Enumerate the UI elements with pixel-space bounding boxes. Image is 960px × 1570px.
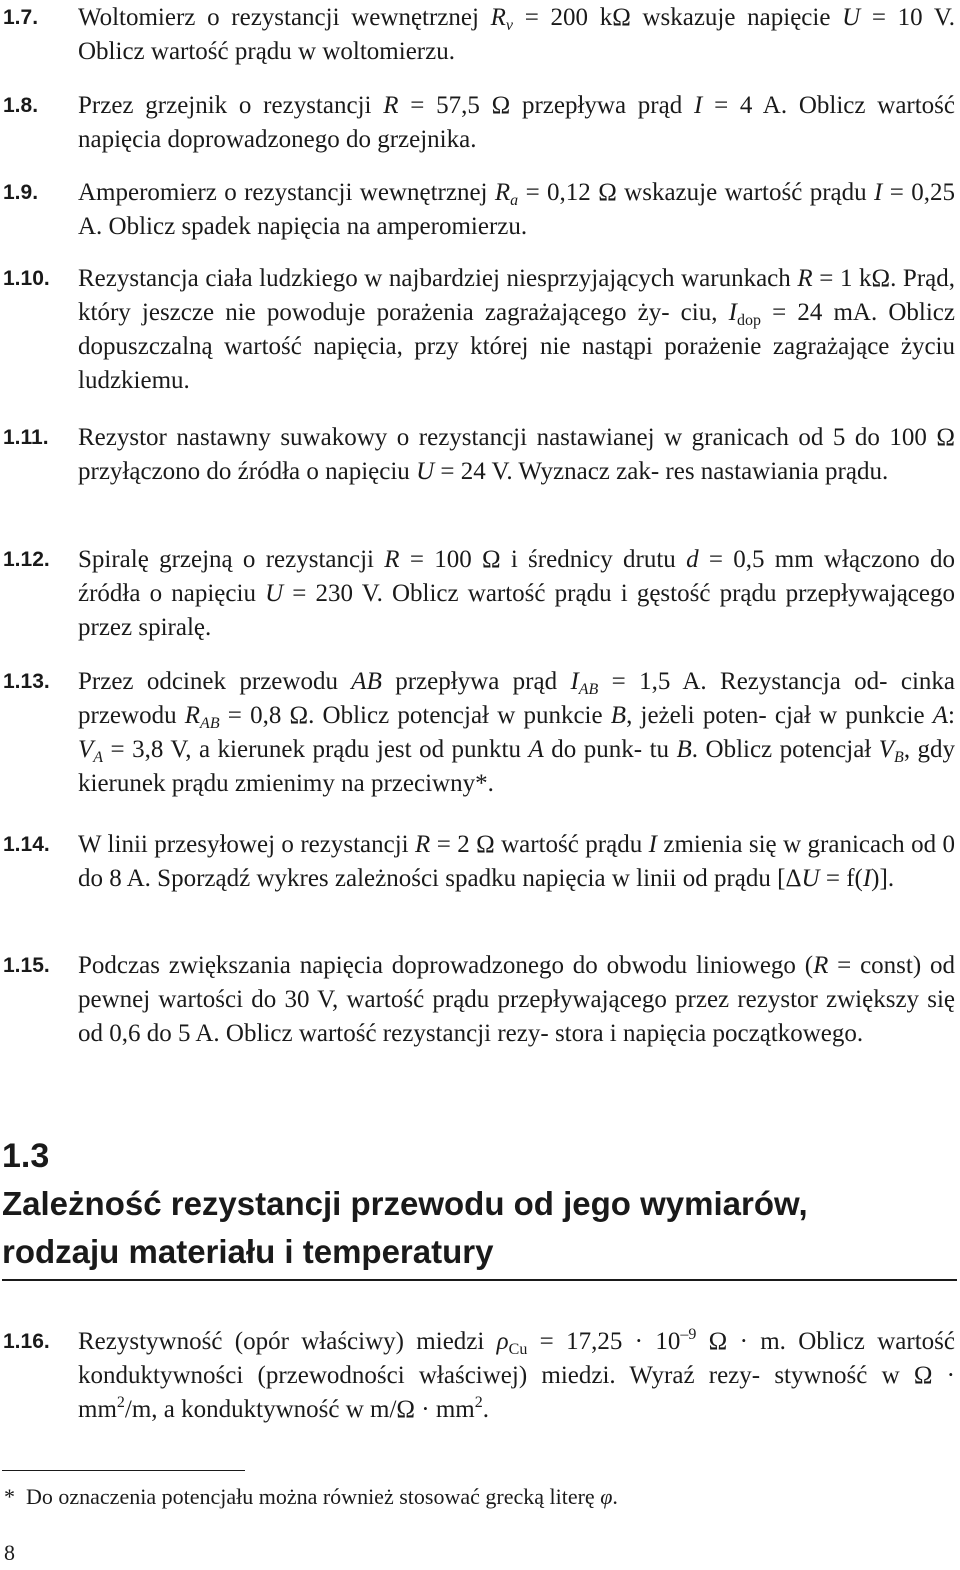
problem-number: 1.16. <box>3 1330 50 1353</box>
problem-text: Rezystancja ciała ludzkiego w najbardziej niesprzyjających warunkach R = 1 kΩ. Prąd, który jeszcze nie powoduje porażenia zagrażającego ży- ciu, $I_{dop} = 24$ mA. Oblicz dopuszczalną wartość napięcia, przy której nie nastąpi porażenie zagrażające życiu ludzkiemu. <box>78 265 956 394</box>
problem-number: 1.13. <box>3 670 50 693</box>
problem-number: 1.10. <box>3 267 50 290</box>
problem-text: Przez odcinek przewodu AB przepływa prąd $I_{AB} = 1,5$ A. Rezystancja od- cinka przewodu $R_{AB} = 0,8$ Ω. Oblicz potencjał w punkcie B, jeżeli poten- cjał w punkcie A: $V_A = 3,8$ V, a kierunek prądu jest od punktu A do punk- tu B. Oblicz potencjał $V_B$, gdy kierunek prądu zmienimy na przeciwny*. <box>78 668 956 797</box>
problem-text: Przez grzejnik o rezystancji R = 57,5 Ω przepływa prąd I = 4 A. Oblicz wartość napięcia doprowadzonego do grzejnika. <box>78 92 956 153</box>
page-number: 8 <box>4 1540 15 1565</box>
footnote-text: Do oznaczenia potencjału można również stosować grecką literę <box>26 1484 601 1509</box>
problem-text: Amperomierz o rezystancji wewnętrznej $R_a = 0,12$ Ω wskazuje wartość prądu I = 0,25 A. Oblicz spadek napięcia na amperomierzu. <box>78 179 955 240</box>
footnote-mark: * <box>4 1484 15 1509</box>
section-title-line: rodzaju materiału i temperatury <box>2 1233 494 1270</box>
footnote: * Do oznaczenia potencjału można również stosować grecką literę φ. <box>4 1482 944 1512</box>
section-number: 1.3 <box>2 1137 50 1175</box>
section-title <box>2 1180 957 1276</box>
problem-text: Podczas zwiększania napięcia doprowadzonego do obwodu liniowego (R = const) od pewnej wartości do 30 V, wartość prądu przepływającego przez rezystor zwiększy się od 0,6 do 5 A. Oblicz wartość rezystancji rezy- stora i napięcia początkowego. <box>78 952 956 1047</box>
problem-text: Woltomierz o rezystancji wewnętrznej $R_v = 200$ kΩ wskazuje napięcie U = 10 V. Oblicz wartość prądu w woltomierzu. <box>78 4 955 65</box>
footnote-symbol: φ <box>600 1484 613 1509</box>
problem-text: W linii przesyłowej o rezystancji R = 2 Ω wartość prądu I zmienia się w granicach od 0 do 8 A. Sporządź wykres zależności spadku napięcia w linii od prądu [ΔU = f(I)]. <box>78 831 955 892</box>
problem-number: 1.9. <box>3 181 39 204</box>
problem-number: 1.15. <box>3 954 50 977</box>
section-divider <box>2 1279 957 1281</box>
problem-text: Rezystywność (opór właściwy) miedzi $\rho_{Cu} = 17,25 \cdot 10^{-9}$ Ω · m. Oblicz wartość konduktywności (przewodności właściwej) miedzi. Wyraź rezy- stywność w $\Omega \cdot mm^2/m$, a konduktywność w $m/\Omega \cdot mm^2$. <box>78 1326 955 1423</box>
problem-number: 1.12. <box>3 548 50 571</box>
section-title-line: Zależność rezystancji przewodu od jego wymiarów, <box>2 1185 808 1222</box>
problem-number: 1.8. <box>3 94 39 117</box>
problem-text: Spiralę grzejną o rezystancji R = 100 Ω i średnicy drutu d = 0,5 mm włączono do źródła o napięciu U = 230 V. Oblicz wartość prądu i gęstość prądu przepływającego przez spiralę. <box>78 546 956 641</box>
problem-number: 1.7. <box>3 6 39 29</box>
footnote-divider <box>2 1470 245 1471</box>
problem-text: Rezystor nastawny suwakowy o rezystancji nastawianej w granicach od 5 do 100 Ω przyłączono do źródła o napięciu U = 24 V. Wyznacz zak- res nastawiania prądu. <box>78 424 955 485</box>
problem-number: 1.11. <box>3 426 49 449</box>
problem-number: 1.14. <box>3 833 50 856</box>
